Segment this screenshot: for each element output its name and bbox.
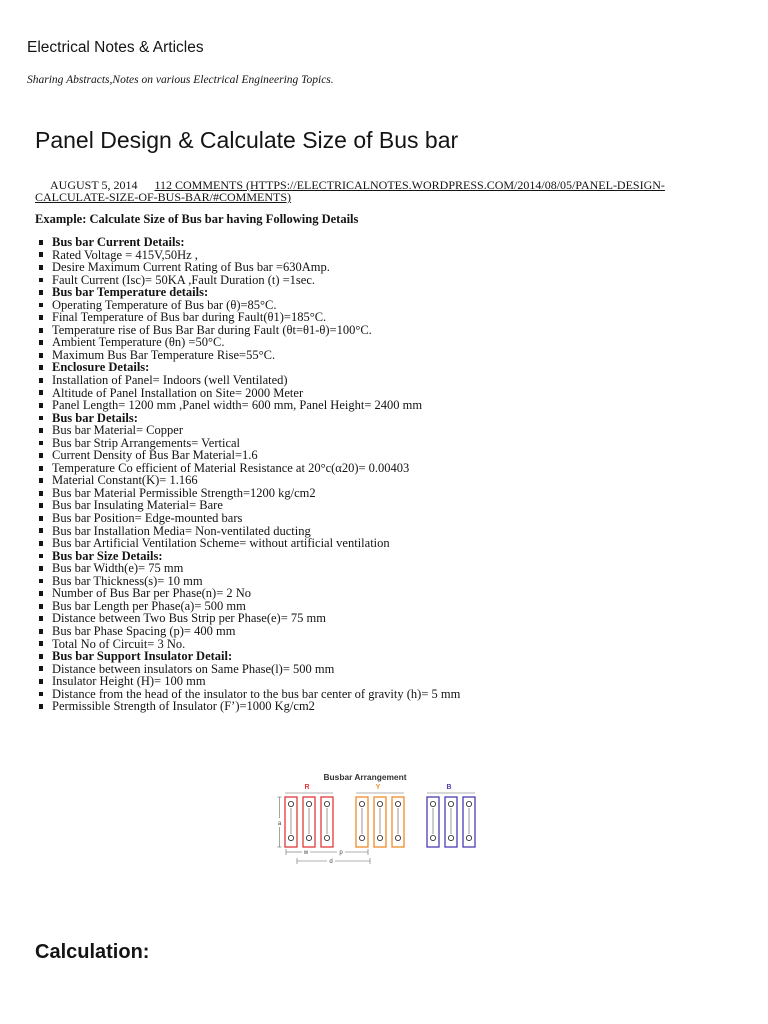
insulator-hole <box>466 835 471 840</box>
insulator-hole <box>448 801 453 806</box>
insulator-hole <box>395 835 400 840</box>
insulator-hole <box>430 835 435 840</box>
detail-item: Ambient Temperature (θn) =50°C. <box>35 336 735 349</box>
detail-item: Temperature Co efficient of Material Resistance at 20°c(α20)= 0.00403 <box>35 462 735 475</box>
detail-item: Distance between insulators on Same Phase(l)= 500 mm <box>35 663 735 676</box>
detail-item: Bus bar Phase Spacing (p)= 400 mm <box>35 625 735 638</box>
detail-group-heading: Bus bar Current Details: <box>35 236 735 249</box>
details-list <box>35 236 735 713</box>
dimension-label-w: w <box>303 850 309 856</box>
insulator-hole <box>430 801 435 806</box>
dimension-label-a: a <box>277 821 282 827</box>
insulator-hole <box>448 835 453 840</box>
insulator-hole <box>306 801 311 806</box>
insulator-hole <box>359 801 364 806</box>
insulator-hole <box>377 801 382 806</box>
detail-item: Desire Maximum Current Rating of Bus bar =630Amp. <box>35 261 735 274</box>
insulator-hole <box>324 801 329 806</box>
detail-item: Temperature rise of Bus Bar Bar during Fault (θt=θ1-θ)=100°C. <box>35 324 735 337</box>
phase-label-r: R <box>304 784 310 791</box>
detail-item: Rated Voltage = 415V,50Hz , <box>35 249 735 262</box>
insulator-hole <box>288 835 293 840</box>
phase-label-b: B <box>446 784 452 791</box>
detail-item: Distance between Two Bus Strip per Phase(e)= 75 mm <box>35 612 735 625</box>
dimension-label-p: p <box>339 850 343 856</box>
detail-item: Number of Bus Bar per Phase(n)= 2 No <box>35 587 735 600</box>
detail-group-heading: Enclosure Details: <box>35 361 735 374</box>
detail-item: Bus bar Installation Media= Non-ventilated ducting <box>35 525 735 538</box>
detail-item: Panel Length= 1200 mm ,Panel width= 600 mm, Panel Height= 2400 mm <box>35 399 735 412</box>
post-meta <box>35 179 735 203</box>
detail-group-heading: Bus bar Support Insulator Detail: <box>35 650 735 663</box>
figure-title: Busbar Arrangement <box>323 772 407 782</box>
site-tagline: Sharing Abstracts,Notes on various Electrical Engineering Topics. <box>27 74 334 86</box>
detail-item: Total No of Circuit= 3 No. <box>35 638 735 651</box>
detail-item: Bus bar Material Permissible Strength=1200 kg/cm2 <box>35 487 735 500</box>
busbar-arrangement-figure <box>276 768 482 870</box>
busbar-strips <box>285 797 475 847</box>
post-title: Panel Design & Calculate Size of Bus bar <box>35 127 459 153</box>
insulator-hole <box>288 801 293 806</box>
insulator-hole <box>395 801 400 806</box>
calculation-heading: Calculation: <box>35 941 150 963</box>
detail-group-heading: Bus bar Temperature details: <box>35 286 735 299</box>
comments-link-line-1: 112 COMMENTS (HTTPS://ELECTRICALNOTES.WORDPRESS.COM/2014/08/05/PANEL-DESIGN- <box>154 178 665 192</box>
post-date: AUGUST 5, 2014 <box>50 178 138 192</box>
bottom-dimension-lines <box>286 849 370 864</box>
phase-label-y: Y <box>375 784 381 791</box>
comments-link-line-2: CALCULATE-SIZE-OF-BUS-BAR/#COMMENTS) <box>35 190 292 204</box>
detail-item: Installation of Panel= Indoors (well Ventilated) <box>35 374 735 387</box>
detail-item: Bus bar Strip Arrangements= Vertical <box>35 437 735 450</box>
dimension-label-d: d <box>329 859 333 865</box>
detail-group-heading: Bus bar Details: <box>35 412 735 425</box>
detail-item: Bus bar Length per Phase(a)= 500 mm <box>35 600 735 613</box>
insulator-hole <box>359 835 364 840</box>
detail-group-heading: Bus bar Size Details: <box>35 550 735 563</box>
detail-item: Bus bar Width(e)= 75 mm <box>35 562 735 575</box>
detail-item: Material Constant(K)= 1.166 <box>35 474 735 487</box>
insulator-hole <box>377 835 382 840</box>
insulator-hole <box>306 835 311 840</box>
detail-item: Fault Current (Isc)= 50KA ,Fault Duration (t) =1sec. <box>35 274 735 287</box>
detail-item: Bus bar Thickness(s)= 10 mm <box>35 575 735 588</box>
detail-item: Maximum Bus Bar Temperature Rise=55°C. <box>35 349 735 362</box>
detail-item: Altitude of Panel Installation on Site= 2000 Meter <box>35 387 735 400</box>
detail-item: Bus bar Artificial Ventilation Scheme= without artificial ventilation <box>35 537 735 550</box>
insulator-hole <box>324 835 329 840</box>
detail-item: Bus bar Material= Copper <box>35 424 735 437</box>
insulator-hole <box>466 801 471 806</box>
detail-item: Final Temperature of Bus bar during Fault(θ1)=185°C. <box>35 311 735 324</box>
detail-item: Bus bar Position= Edge-mounted bars <box>35 512 735 525</box>
detail-item: Permissible Strength of Insulator (F’)=1000 Kg/cm2 <box>35 700 735 713</box>
detail-item: Insulator Height (H)= 100 mm <box>35 675 735 688</box>
detail-item: Bus bar Insulating Material= Bare <box>35 499 735 512</box>
detail-item: Distance from the head of the insulator to the bus bar center of gravity (h)= 5 mm <box>35 688 735 701</box>
site-title-link[interactable]: Electrical Notes & Articles <box>27 39 204 56</box>
detail-item: Operating Temperature of Bus bar (θ)=85°C. <box>35 299 735 312</box>
example-heading: Example: Calculate Size of Bus bar having Following Details <box>35 212 359 226</box>
detail-item: Current Density of Bus Bar Material=1.6 <box>35 449 735 462</box>
